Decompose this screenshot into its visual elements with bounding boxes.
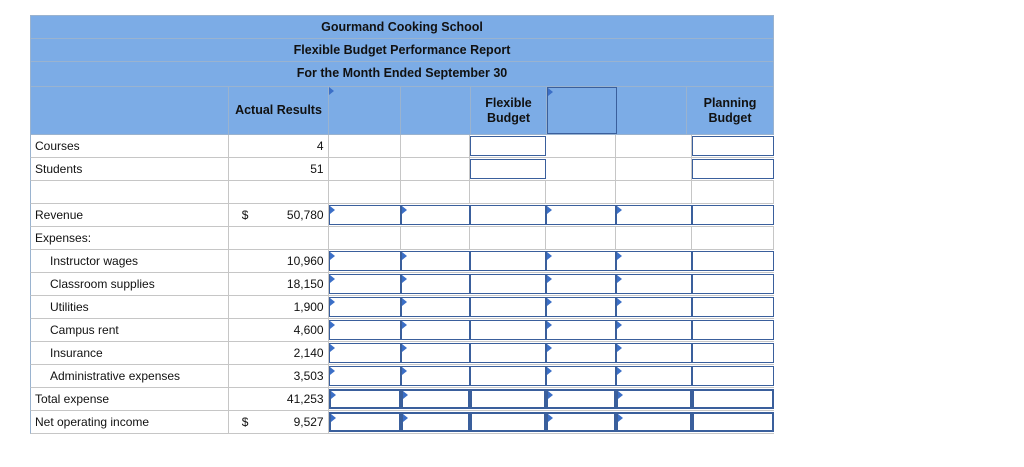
dropdown-marker-icon xyxy=(330,321,335,329)
row-label: Campus rent xyxy=(31,319,229,341)
answer-input[interactable] xyxy=(692,320,774,340)
dropdown-marker-icon xyxy=(330,344,335,352)
dropdown-marker-icon xyxy=(547,252,552,260)
answer-input[interactable] xyxy=(692,136,774,156)
dropdown-marker-icon xyxy=(548,88,553,96)
header-actual-results: Actual Results xyxy=(229,87,329,134)
table-row xyxy=(30,227,774,250)
actual-amount: 1,900 xyxy=(293,300,324,314)
answer-input[interactable] xyxy=(692,159,774,179)
answer-input[interactable] xyxy=(401,274,471,294)
actual-value xyxy=(229,227,329,249)
row-label: Administrative expenses xyxy=(31,365,229,387)
empty-cell xyxy=(401,227,471,249)
answer-input[interactable] xyxy=(470,389,546,409)
answer-input[interactable] xyxy=(470,205,546,225)
answer-input[interactable] xyxy=(692,205,774,225)
dropdown-marker-icon xyxy=(547,298,552,306)
dropdown-marker-icon xyxy=(329,87,334,95)
row-label: Utilities xyxy=(31,296,229,318)
row-label: Courses xyxy=(31,135,229,157)
dropdown-marker-icon xyxy=(617,344,622,352)
answer-input[interactable] xyxy=(401,297,471,317)
answer-input[interactable] xyxy=(470,159,546,179)
answer-input[interactable] xyxy=(470,297,546,317)
row-label: Instructor wages xyxy=(31,250,229,272)
answer-input[interactable] xyxy=(401,205,471,225)
dropdown-marker-icon xyxy=(402,275,407,283)
dropdown-marker-icon xyxy=(547,275,552,283)
dropdown-marker-icon xyxy=(547,206,552,214)
answer-input[interactable] xyxy=(401,366,471,386)
answer-input[interactable] xyxy=(616,274,692,294)
answer-input[interactable] xyxy=(546,366,616,386)
answer-input[interactable] xyxy=(546,274,616,294)
answer-input[interactable] xyxy=(401,389,471,409)
actual-amount: 3,503 xyxy=(293,369,324,383)
dropdown-marker-icon xyxy=(331,414,336,422)
row-label: Expenses: xyxy=(31,227,229,249)
dropdown-marker-icon xyxy=(330,206,335,214)
dropdown-marker-icon xyxy=(618,414,623,422)
dropdown-marker-icon xyxy=(617,367,622,375)
dropdown-marker-icon xyxy=(547,344,552,352)
answer-input[interactable] xyxy=(401,343,471,363)
empty-cell xyxy=(470,181,546,203)
actual-value xyxy=(229,250,329,272)
header-variance-1[interactable] xyxy=(329,87,401,134)
empty-cell xyxy=(692,227,774,249)
answer-input[interactable] xyxy=(616,251,692,271)
dropdown-marker-icon xyxy=(330,298,335,306)
row-label: Students xyxy=(31,158,229,180)
answer-input[interactable] xyxy=(470,320,546,340)
table-row xyxy=(30,181,774,204)
answer-input[interactable] xyxy=(616,205,692,225)
answer-input[interactable] xyxy=(546,343,616,363)
header-planning-budget: Planning Budget xyxy=(703,95,757,125)
answer-input[interactable] xyxy=(329,366,401,386)
actual-value xyxy=(229,342,329,364)
dropdown-marker-icon xyxy=(402,252,407,260)
dropdown-marker-icon xyxy=(617,206,622,214)
report-period: For the Month Ended September 30 xyxy=(30,61,774,87)
table-row xyxy=(30,388,774,411)
header-spacer-2 xyxy=(617,87,687,134)
dropdown-marker-icon xyxy=(617,275,622,283)
dropdown-marker-icon xyxy=(617,298,622,306)
table-row xyxy=(30,365,774,388)
answer-input[interactable] xyxy=(546,412,616,432)
empty-cell xyxy=(616,158,692,180)
row-label: Revenue xyxy=(31,204,229,226)
report-title: Flexible Budget Performance Report xyxy=(30,38,774,61)
dropdown-marker-icon xyxy=(330,275,335,283)
empty-cell xyxy=(546,135,616,157)
answer-input[interactable] xyxy=(470,136,546,156)
actual-value xyxy=(229,135,329,157)
dropdown-marker-icon xyxy=(403,414,408,422)
answer-input[interactable] xyxy=(329,320,401,340)
header-label-col xyxy=(31,87,229,134)
header-variance-2[interactable] xyxy=(547,87,617,134)
empty-cell xyxy=(329,181,401,203)
row-label: Total expense xyxy=(31,388,229,410)
dropdown-marker-icon xyxy=(403,391,408,399)
answer-input[interactable] xyxy=(470,251,546,271)
dropdown-marker-icon xyxy=(402,344,407,352)
dropdown-marker-icon xyxy=(331,391,336,399)
answer-input[interactable] xyxy=(616,389,692,409)
answer-input[interactable] xyxy=(401,251,471,271)
empty-cell xyxy=(401,181,471,203)
table-row xyxy=(30,158,774,181)
dropdown-marker-icon xyxy=(617,252,622,260)
actual-amount: 2,140 xyxy=(293,346,324,360)
answer-input[interactable] xyxy=(470,412,546,432)
answer-input[interactable] xyxy=(329,251,401,271)
answer-input[interactable] xyxy=(692,251,774,271)
actual-value xyxy=(229,204,329,226)
actual-value xyxy=(229,273,329,295)
actual-value xyxy=(229,411,329,433)
dropdown-marker-icon xyxy=(547,321,552,329)
answer-input[interactable] xyxy=(401,412,471,432)
dropdown-marker-icon xyxy=(402,206,407,214)
table-row xyxy=(30,342,774,365)
answer-input[interactable] xyxy=(329,389,401,409)
answer-input[interactable] xyxy=(329,205,401,225)
empty-cell xyxy=(401,158,471,180)
answer-input[interactable] xyxy=(546,251,616,271)
table-row xyxy=(30,411,774,434)
empty-cell xyxy=(616,181,692,203)
dropdown-marker-icon xyxy=(402,367,407,375)
actual-amount: 4 xyxy=(316,139,324,153)
table-row xyxy=(30,135,774,158)
actual-amount: 18,150 xyxy=(286,277,324,291)
answer-input[interactable] xyxy=(401,320,471,340)
answer-input[interactable] xyxy=(692,366,774,386)
actual-amount: 4,600 xyxy=(293,323,324,337)
actual-value xyxy=(229,388,329,410)
row-label xyxy=(31,181,229,203)
answer-input[interactable] xyxy=(692,412,774,432)
actual-value xyxy=(229,365,329,387)
empty-cell xyxy=(470,227,546,249)
answer-input[interactable] xyxy=(329,297,401,317)
actual-value xyxy=(229,296,329,318)
table-row xyxy=(30,250,774,273)
row-label: Classroom supplies xyxy=(31,273,229,295)
empty-cell xyxy=(401,135,471,157)
row-label: Net operating income xyxy=(31,411,229,433)
dropdown-marker-icon xyxy=(402,298,407,306)
dropdown-marker-icon xyxy=(330,367,335,375)
answer-input[interactable] xyxy=(470,343,546,363)
actual-amount: 51 xyxy=(310,162,324,176)
answer-input[interactable] xyxy=(546,320,616,340)
table-row xyxy=(30,204,774,227)
actual-amount: 9,527 xyxy=(293,415,324,429)
table-row xyxy=(30,296,774,319)
answer-input[interactable] xyxy=(329,343,401,363)
answer-input[interactable] xyxy=(616,412,692,432)
dropdown-marker-icon xyxy=(548,414,553,422)
header-flexible-budget: Flexible Budget xyxy=(471,87,547,134)
answer-input[interactable] xyxy=(546,205,616,225)
column-header-row xyxy=(30,87,774,135)
row-label: Insurance xyxy=(31,342,229,364)
empty-cell xyxy=(616,227,692,249)
answer-input[interactable] xyxy=(546,297,616,317)
answer-input[interactable] xyxy=(692,389,774,409)
answer-input[interactable] xyxy=(470,274,546,294)
answer-input[interactable] xyxy=(329,274,401,294)
company-name: Gourmand Cooking School xyxy=(30,15,774,38)
table-row xyxy=(30,319,774,342)
empty-cell xyxy=(616,135,692,157)
answer-input[interactable] xyxy=(616,320,692,340)
answer-input[interactable] xyxy=(616,343,692,363)
answer-input[interactable] xyxy=(329,412,401,432)
actual-amount: 41,253 xyxy=(286,392,324,406)
answer-input[interactable] xyxy=(546,389,616,409)
answer-input[interactable] xyxy=(470,366,546,386)
empty-cell xyxy=(329,227,401,249)
dollar-sign: $ xyxy=(241,415,249,429)
dropdown-marker-icon xyxy=(618,391,623,399)
answer-input[interactable] xyxy=(692,343,774,363)
actual-value xyxy=(229,158,329,180)
actual-amount: 50,780 xyxy=(286,208,324,222)
actual-value xyxy=(229,181,329,203)
dropdown-marker-icon xyxy=(330,252,335,260)
answer-input[interactable] xyxy=(616,366,692,386)
actual-amount: 10,960 xyxy=(286,254,324,268)
header-spacer-1 xyxy=(401,87,471,134)
empty-cell xyxy=(692,181,774,203)
dollar-sign: $ xyxy=(241,208,249,222)
actual-value xyxy=(229,319,329,341)
answer-input[interactable] xyxy=(692,297,774,317)
empty-cell xyxy=(329,135,401,157)
performance-report xyxy=(30,15,774,434)
dropdown-marker-icon xyxy=(548,391,553,399)
answer-input[interactable] xyxy=(692,274,774,294)
empty-cell xyxy=(546,181,616,203)
table-row xyxy=(30,273,774,296)
empty-cell xyxy=(329,158,401,180)
empty-cell xyxy=(546,227,616,249)
dropdown-marker-icon xyxy=(547,367,552,375)
report-rows xyxy=(30,135,774,434)
dropdown-marker-icon xyxy=(617,321,622,329)
answer-input[interactable] xyxy=(616,297,692,317)
dropdown-marker-icon xyxy=(402,321,407,329)
empty-cell xyxy=(546,158,616,180)
